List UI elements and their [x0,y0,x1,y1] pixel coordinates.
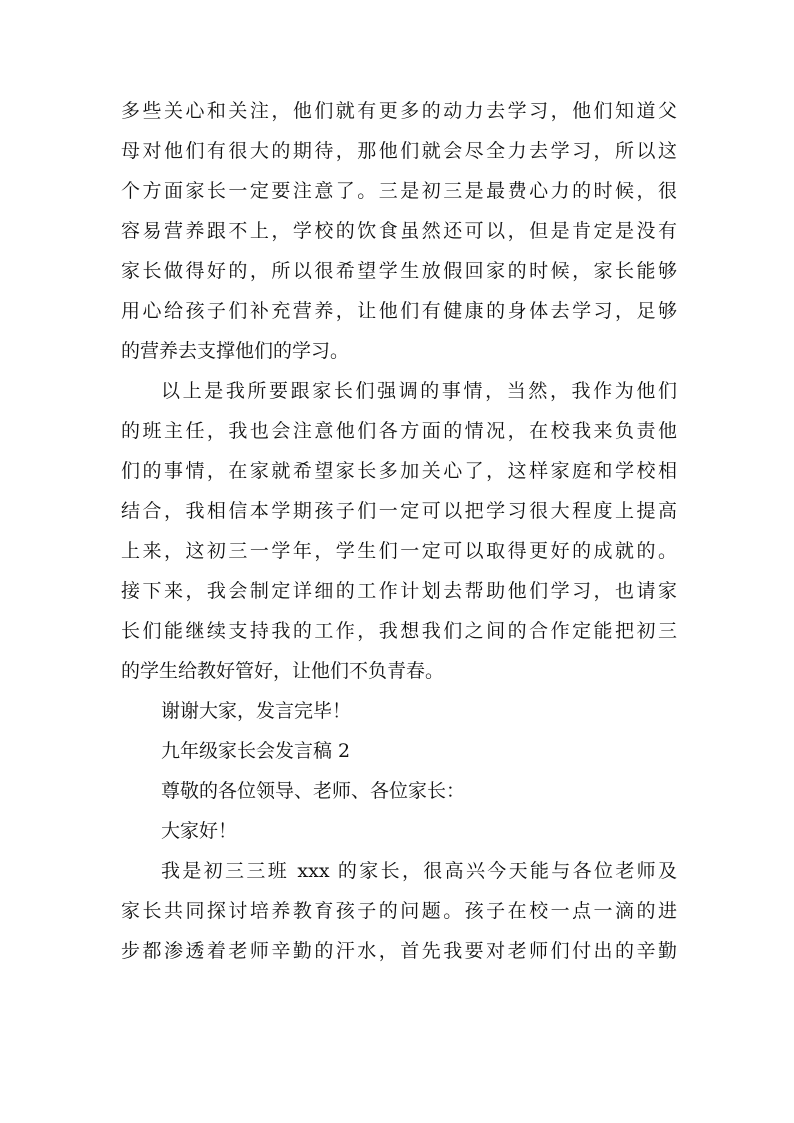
body-line: 上来，这初三一学年，学生们一定可以取得更好的成就的。 [121,540,677,562]
body-line: 母对他们有很大的期待，那他们就会尽全力去学习，所以这 [121,140,677,162]
body-line: 接下来，我会制定详细的工作计划去帮助他们学习，也请家 [121,580,677,602]
paragraph-first-line: 以上是我所要跟家长们强调的事情，当然，我作为他们 [161,380,677,402]
paragraph-end-line: 的学生给教好管好，让他们不负青春。 [121,660,445,682]
paragraph-first-line: 我是初三三班 xxx 的家长，很高兴今天能与各位老师及 [161,860,677,882]
body-line: 多些关心和关注，他们就有更多的动力去学习，他们知道父 [121,100,677,122]
body-line: 容易营养跟不上，学校的饮食虽然还可以，但是肯定是没有 [121,220,677,242]
body-line: 步都渗透着老师辛勤的汗水，首先我要对老师们付出的辛勤 [121,940,677,962]
body-line: 长们能继续支持我的工作，我想我们之间的合作定能把初三 [121,620,677,642]
document-body [121,91,677,971]
body-line: 们的事情，在家就希望家长多加关心了，这样家庭和学校相 [121,460,677,482]
body-line: 的班主任，我也会注意他们各方面的情况，在校我来负责他 [121,420,677,442]
body-line: 结合，我相信本学期孩子们一定可以把学习很大程度上提高 [121,500,677,522]
body-line: 家长做得好的，所以很希望学生放假回家的时候，家长能够 [121,260,677,282]
body-line: 个方面家长一定要注意了。三是初三是最费心力的时候，很 [121,180,677,202]
body-line: 家长共同探讨培养教育孩子的问题。孩子在校一点一滴的进 [121,900,677,922]
greeting: 大家好！ [161,820,238,842]
salutation: 尊敬的各位领导、老师、各位家长： [161,780,466,802]
closing-line: 谢谢大家，发言完毕！ [161,700,352,722]
section-title: 九年级家长会发言稿 2 [161,740,351,762]
paragraph-end-line: 的营养去支撑他们的学习。 [121,340,350,362]
body-line: 用心给孩子们补充营养，让他们有健康的身体去学习，足够 [121,300,677,322]
